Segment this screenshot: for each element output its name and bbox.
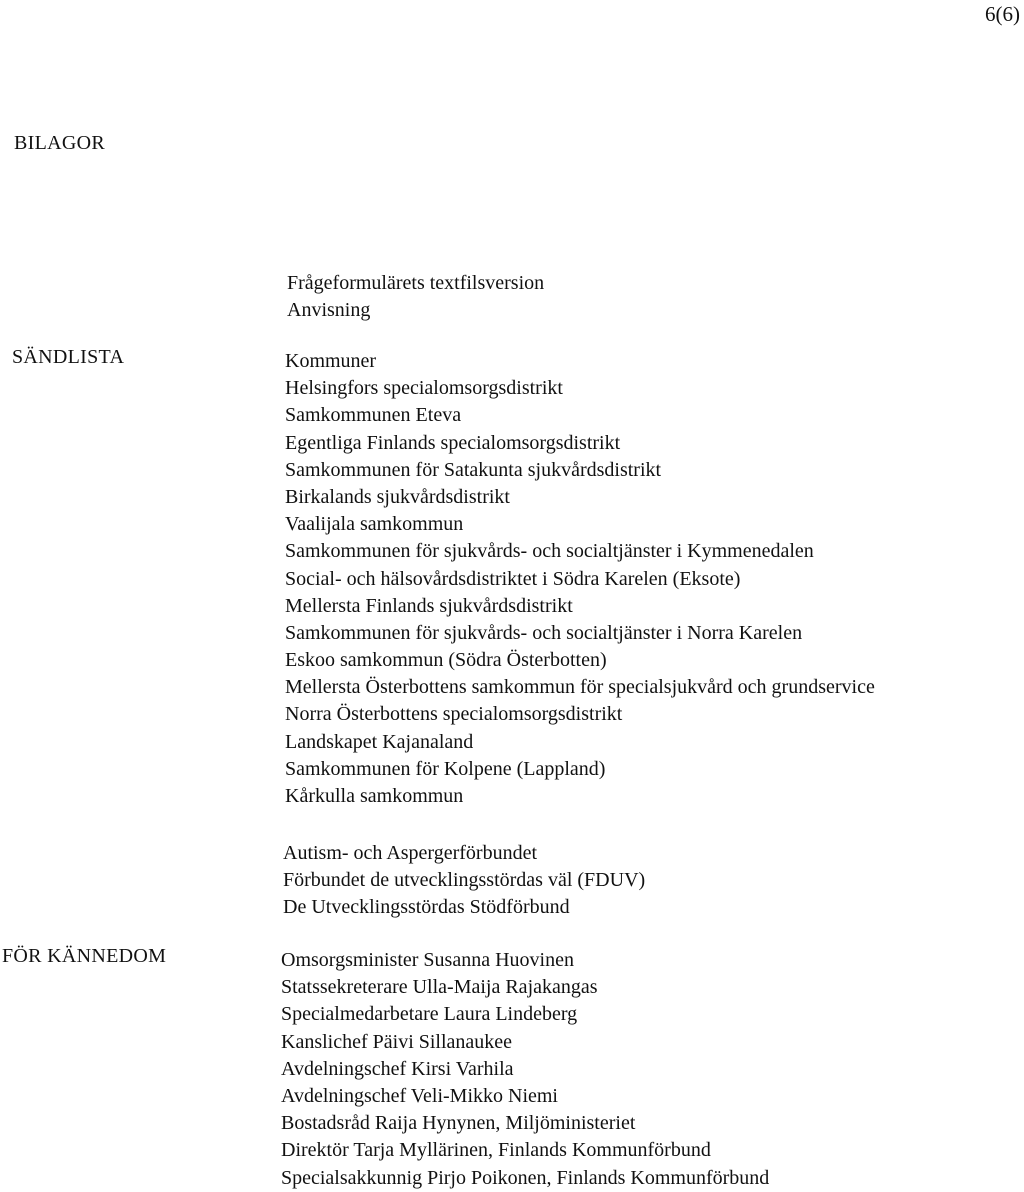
list-item: Samkommunen för sjukvårds- och socialtjänster i Norra Karelen: [285, 621, 803, 644]
list-item: Mellersta Finlands sjukvårdsdistrikt: [285, 594, 573, 617]
bilagor-list: [287, 270, 544, 324]
list-item: Landskapet Kajanaland: [285, 730, 474, 753]
list-item: Egentliga Finlands specialomsorgsdistrikt: [285, 431, 621, 454]
list-item: Birkalands sjukvårdsdistrikt: [285, 485, 510, 508]
list-item: Statssekreterare Ulla-Maija Rajakangas: [281, 976, 598, 999]
list-item: Social- och hälsovårdsdistriktet i Södra Karelen (Eksote): [285, 567, 741, 590]
list-item: Kårkulla samkommun: [285, 785, 464, 807]
list-item: Direktör Tarja Myllärinen, Finlands Kommunförbund: [281, 1139, 711, 1162]
list-item: Specialsakkunnig Pirjo Poikonen, Finlands Kommunförbund: [281, 1166, 770, 1189]
list-item: Kanslichef Päivi Sillanaukee: [281, 1030, 513, 1053]
for-kannedom-list: [281, 947, 769, 1192]
list-item: Anvisning: [287, 299, 371, 322]
sandlista-list: [285, 348, 875, 810]
page-number: 6(6): [985, 2, 1020, 26]
list-item: Eskoo samkommun (Södra Österbotten): [285, 649, 607, 672]
list-item: Kommuner: [285, 350, 377, 372]
list-item: Norra Österbottens specialomsorgsdistrikt: [285, 703, 623, 726]
list-item: Vaalijala samkommun: [285, 513, 464, 536]
list-item: Autism- och Aspergerförbundet: [283, 842, 538, 864]
list-item: Förbundet de utvecklingsstördas väl (FDUV): [283, 869, 646, 892]
list-item: Frågeformulärets textfilsversion: [287, 272, 545, 294]
for-kannedom-heading: FÖR KÄNNEDOM: [2, 945, 167, 967]
bilagor-heading: BILAGOR: [14, 132, 105, 154]
list-item: Omsorgsminister Susanna Huovinen: [281, 949, 574, 971]
list-item: Samkommunen för sjukvårds- och socialtjänster i Kymmenedalen: [285, 540, 814, 563]
list-item: Bostadsråd Raija Hynynen, Miljöministeriet: [281, 1112, 636, 1135]
list-item: Avdelningschef Kirsi Varhila: [281, 1057, 514, 1080]
list-item: Samkommunen för Kolpene (Lappland): [285, 757, 606, 780]
list-item: Specialmedarbetare Laura Lindeberg: [281, 1003, 578, 1026]
list-item: Mellersta Österbottens samkommun för specialsjukvård och grundservice: [285, 676, 875, 699]
list-item: Avdelningschef Veli-Mikko Niemi: [281, 1084, 558, 1107]
sandlista-heading: SÄNDLISTA: [12, 346, 125, 368]
list-item: Samkommunen Eteva: [285, 404, 462, 427]
organisations-list: [283, 840, 645, 922]
list-item: Samkommunen för Satakunta sjukvårdsdistrikt: [285, 458, 662, 481]
list-item: De Utvecklingsstördas Stödförbund: [283, 896, 570, 919]
list-item: Helsingfors specialomsorgsdistrikt: [285, 377, 563, 400]
